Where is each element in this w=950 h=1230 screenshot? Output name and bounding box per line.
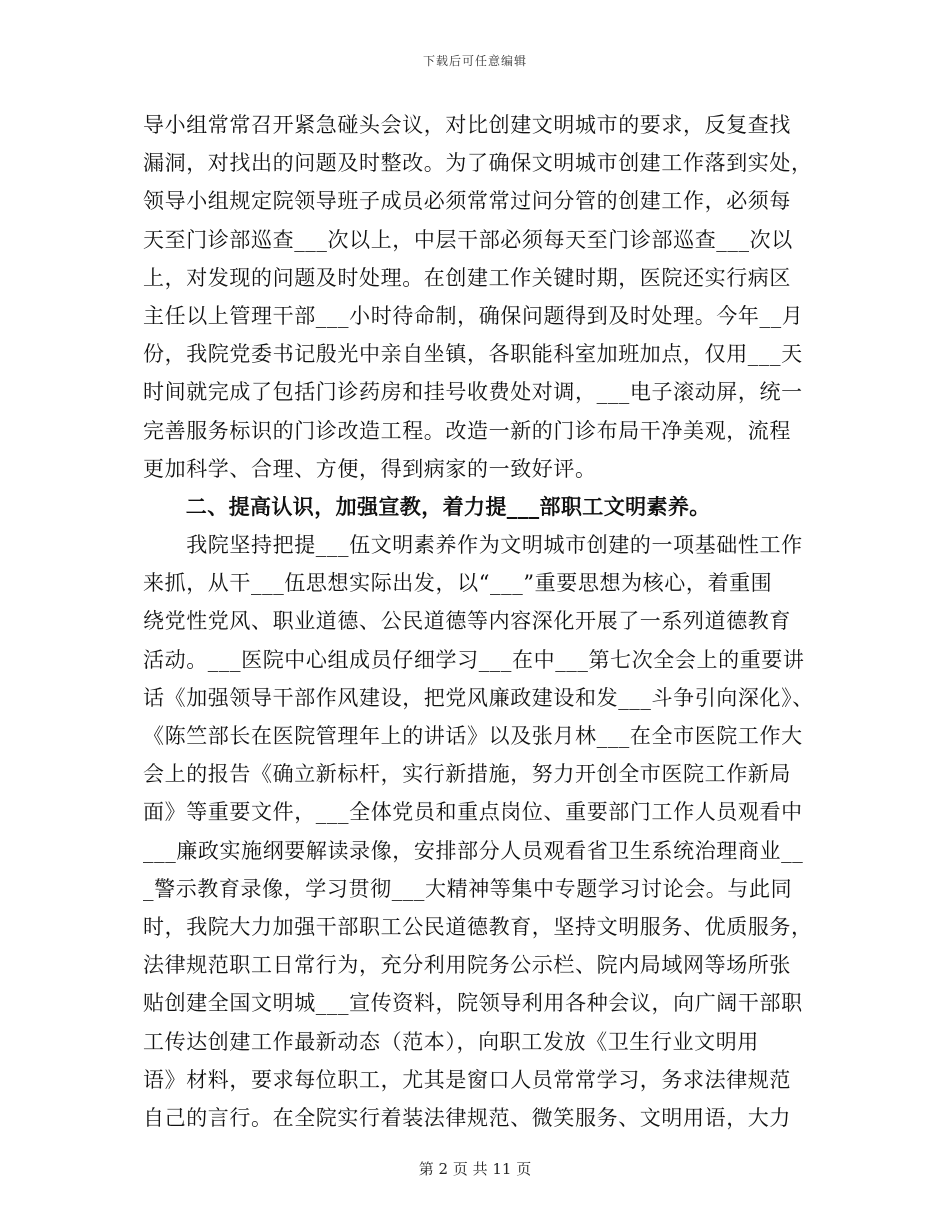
body-line: 会上的报告《确立新标杆，实行新措施，努力开创全市医院工作新局 [143, 762, 791, 787]
body-line: _警示教育录像，学习贯彻___大精神等集中专题学习讨论会。与此同 [143, 876, 793, 901]
body-line: 法律规范职工日常行为，充分利用院务公示栏、院内局域网等场所张 [143, 953, 791, 978]
body-line: ___廉政实施纲要解读录像，安排部分人员观看省卫生系统治理商业__ [143, 838, 804, 863]
body-line: 来抓，从干___伍思想实际出发，以“___”重要思想为核心，着重围 [143, 571, 773, 596]
document-body [143, 106, 814, 1137]
body-line: 语》材料，要求每位职工，尤其是窗口人员常常学习，务求法律规范 [143, 1067, 791, 1092]
body-line: 自己的言行。在全院实行着装法律规范、微笑服务、文明用语，大力 [143, 1105, 791, 1130]
page-number: 第 2 页 共 11 页 [418, 1160, 532, 1178]
header-note: 下载后可任意编辑 [422, 54, 527, 68]
body-line: 时，我院大力加强干部职工公民道德教育，坚持文明服务、优质服务， [143, 914, 813, 939]
body-line: 上，对发现的问题及时处理。在创建工作关键时期，医院还实行病区 [143, 265, 791, 290]
body-line: 完善服务标识的门诊改造工程。改造一新的门诊布局干净美观，流程 [143, 418, 791, 443]
body-line: 活动。___医院中心组成员仔细学习___在中___第七次全会上的重要讲 [143, 647, 805, 672]
body-line: 话《加强领导干部作风建设，把党风廉政建设和发___斗争引向深化》、 [143, 685, 814, 710]
body-line: 我院坚持把提___伍文明素养作为文明城市创建的一项基础性工作 [143, 533, 803, 558]
body-line: 天至门诊部巡查___次以上，中层干部必须每天至门诊部巡查___次以 [143, 227, 793, 252]
body-line: 时间就完成了包括门诊药房和挂号收费处对调，___电子滚动屏，统一 [143, 380, 803, 405]
body-line: 《陈竺部长在医院管理年上的讲话》以及张月林___在全市医院工作大 [143, 724, 803, 748]
body-line: 绕党性党风、职业道德、公民道德等内容深化开展了一系列道德教育 [143, 609, 791, 634]
body-line: 份，我院党委书记殷光中亲自坐镇，各职能科室加班加点，仅用___天 [143, 342, 803, 367]
body-line: 更加科学、合理、方便，得到病家的一致好评。 [143, 456, 597, 481]
body-line: 导小组常常召开紧急碰头会议，对比创建文明城市的要求，反复查找 [143, 113, 791, 137]
body-line: 领导小组规定院领导班子成员必须常常过问分管的创建工作，必须每 [143, 189, 791, 214]
section-heading: 二、提高认识，加强宣教，着力提___部职工文明素养。 [143, 494, 711, 519]
body-line: 漏洞，对找出的问题及时整改。为了确保文明城市创建工作落到实处， [143, 151, 813, 176]
body-line: 主任以上管理干部___小时待命制，确保问题得到及时处理。今年__月 [143, 303, 804, 328]
body-line: 面》等重要文件，___全体党员和重点岗位、重要部门工作人员观看中 [143, 800, 803, 825]
body-line: 贴创建全国文明城___宣传资料，院领导利用各种会议，向广阔干部职 [143, 991, 803, 1016]
body-line: 工传达创建工作最新动态（范本），向职工发放《卫生行业文明用 [143, 1029, 759, 1054]
